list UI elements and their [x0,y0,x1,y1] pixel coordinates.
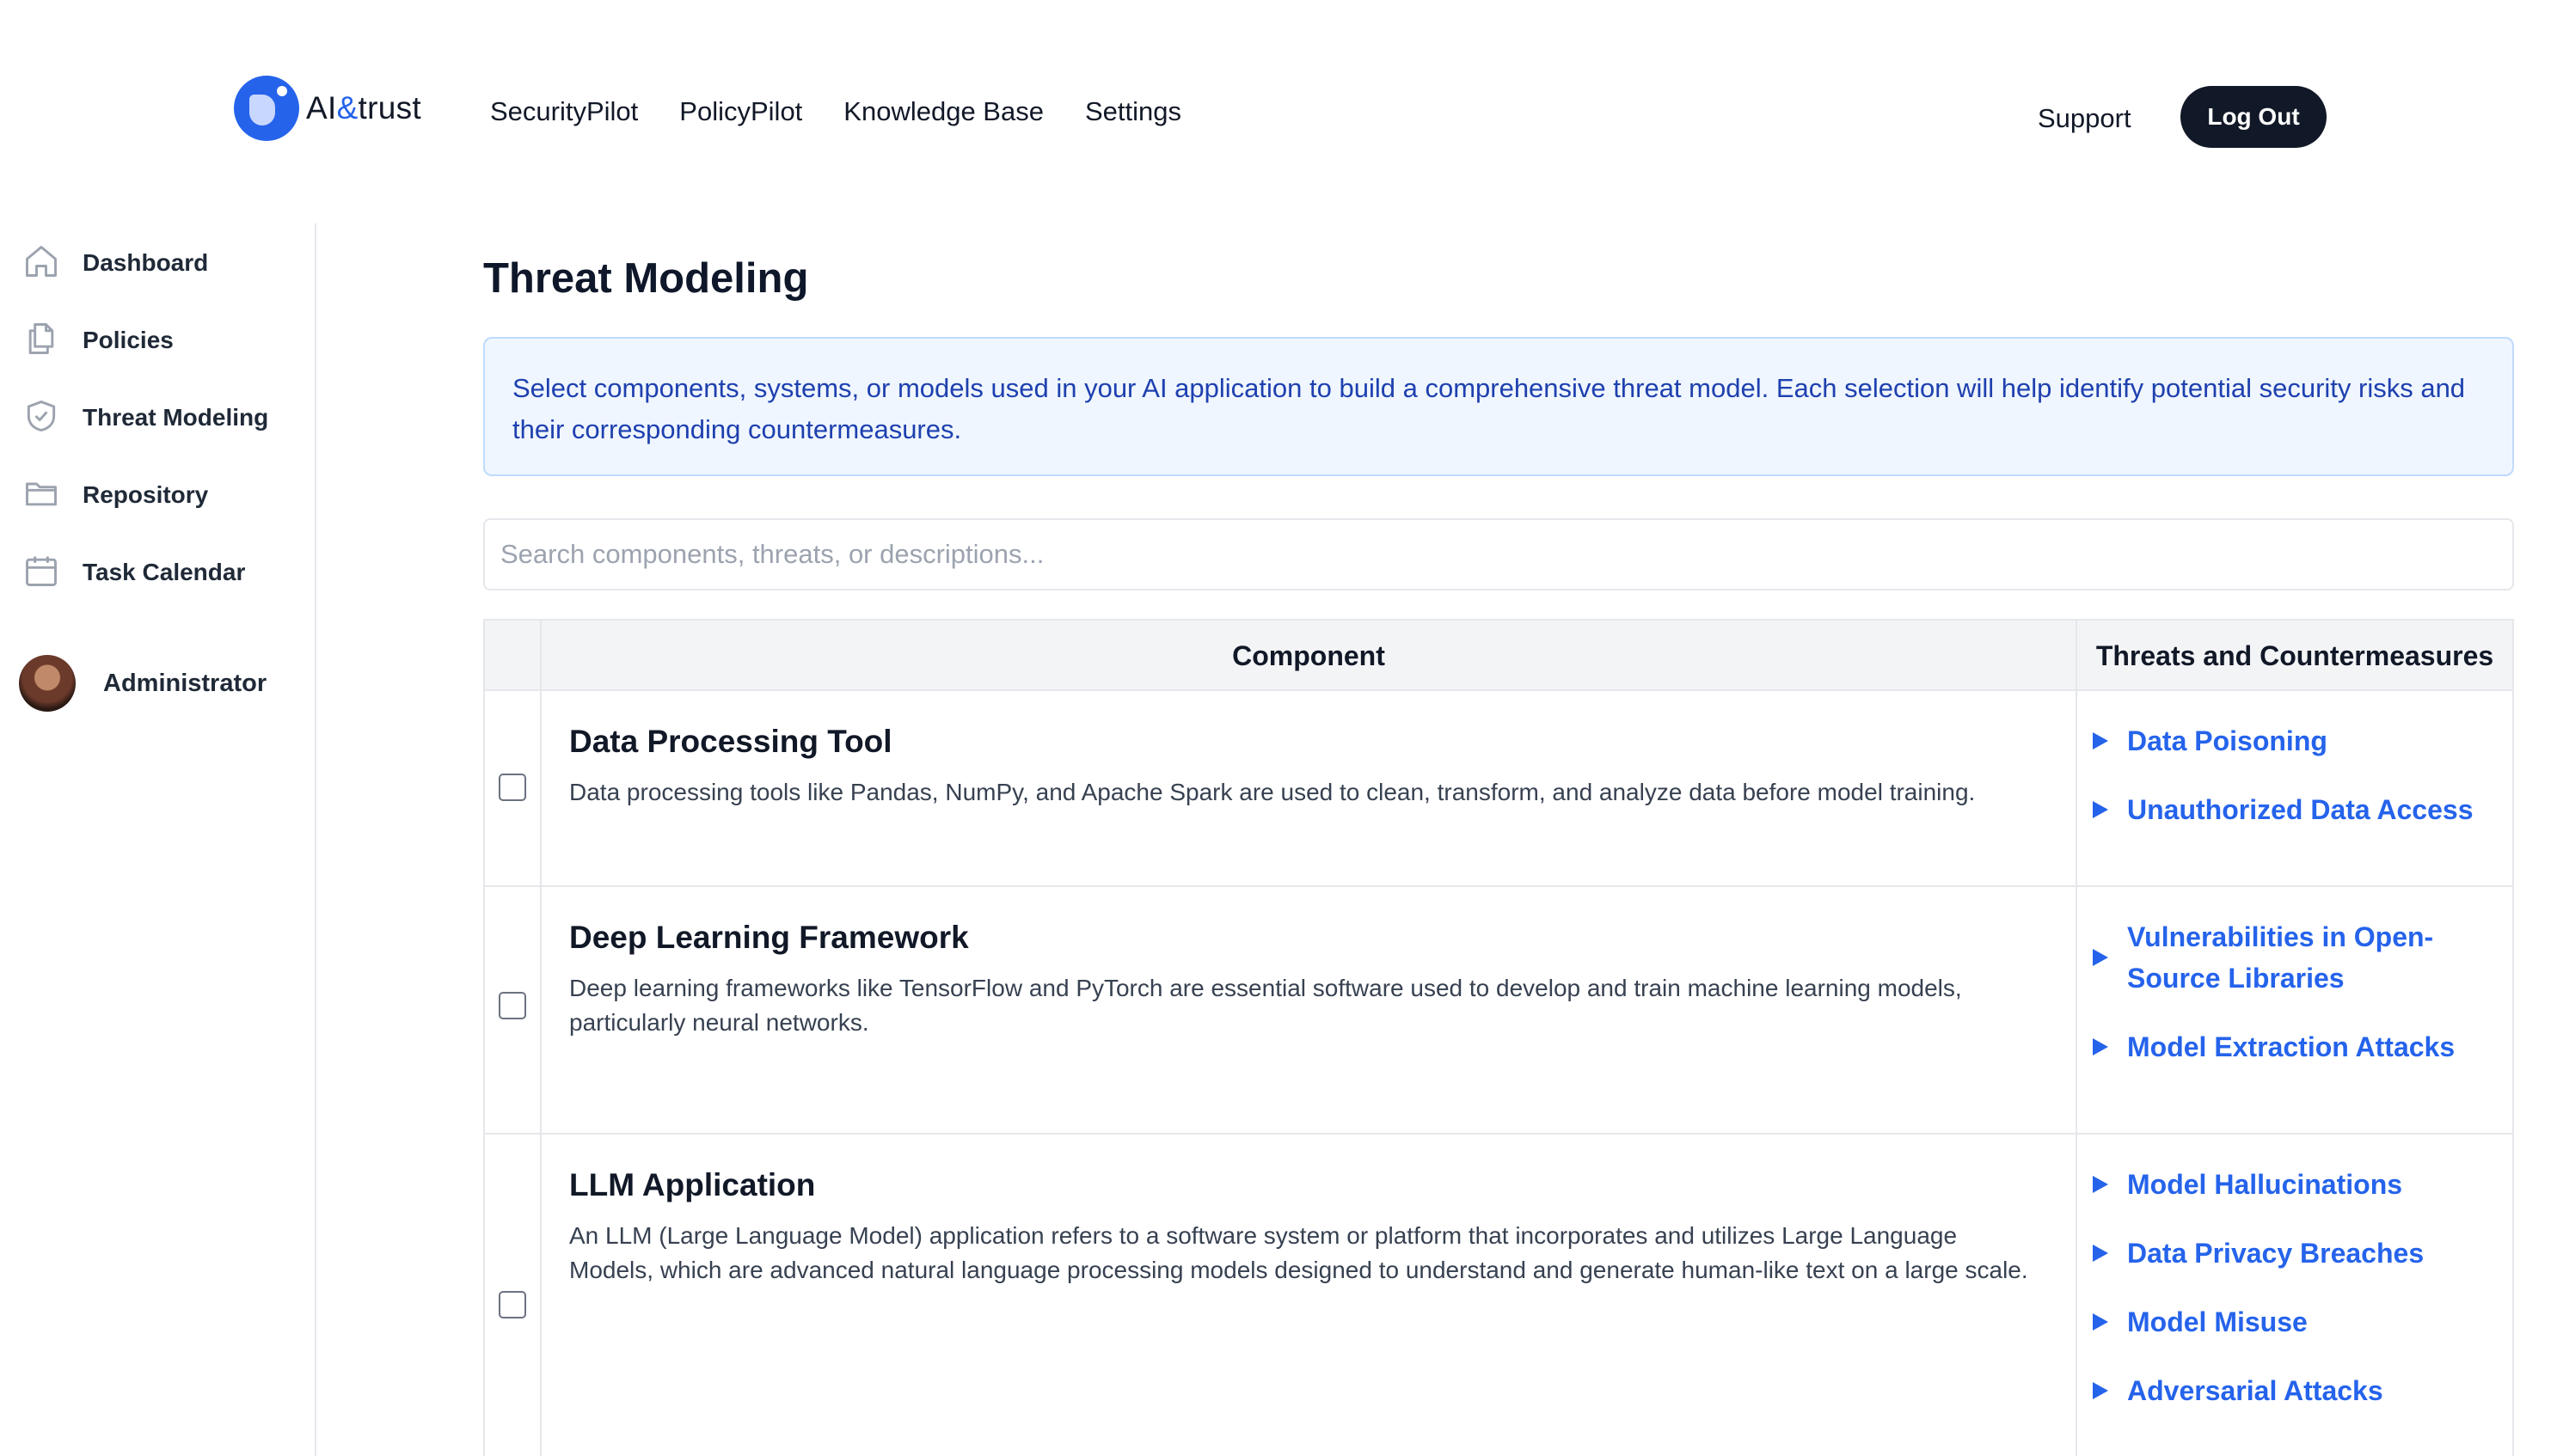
sidebar-item-label: Task Calendar [83,559,246,585]
threat-item[interactable] [2093,720,2505,762]
threat-label: Model Misuse [2127,1306,2308,1337]
page-title: Threat Modeling [483,255,809,302]
threat-item[interactable] [2093,789,2505,830]
caret-right-icon [2093,1313,2108,1331]
brand-name: AI&trust [306,90,422,125]
shield-check-icon [22,397,60,439]
logout-button[interactable]: Log Out [2180,86,2327,148]
components-table [483,619,2514,1456]
row-checkbox[interactable] [499,1291,526,1318]
top-header [0,0,2557,215]
caret-right-icon [2093,732,2108,749]
search-input[interactable] [483,518,2514,590]
threat-item[interactable] [2093,1026,2505,1068]
sidebar-item-threat-modeling[interactable] [22,392,268,444]
info-text: Select components, systems, or models used in your AI application to build a comprehensive threat model. Each selection will help identify potential security risks and their corresponding countermeasures. [512,373,2466,444]
caret-right-icon [2093,801,2108,818]
nav-settings[interactable]: Settings [1084,96,1181,126]
info-banner [483,337,2514,476]
component-name: Data Processing Tool [569,724,892,759]
threat-label: Unauthorized Data Access [2127,794,2474,825]
threat-label: Vulnerabilities in Open-Source Libraries [2127,921,2434,994]
top-nav [490,96,1181,127]
threat-list [2093,720,2505,858]
caret-right-icon [2093,1382,2108,1399]
component-description: An LLM (Large Language Model) application refers to a software system or platform that incorporates and utilizes Large Language Models, which are advanced natural language processing models designed to understand and generate human-like text on a large scale. [569,1222,2028,1283]
sidebar-item-policies[interactable] [22,315,174,366]
threat-list [2093,916,2505,1095]
threat-item[interactable] [2093,1233,2505,1274]
threat-item[interactable] [2093,1370,2505,1411]
sidebar-item-label: Dashboard [83,249,209,276]
nav-securitypilot[interactable]: SecurityPilot [490,96,639,126]
table-row [485,887,2512,1135]
threat-item[interactable] [2093,1301,2505,1343]
sidebar-item-label: Policies [83,327,174,353]
sidebar-item-repository[interactable] [22,469,208,521]
caret-right-icon [2093,949,2108,966]
caret-right-icon [2093,1038,2108,1055]
sidebar [0,223,316,1456]
threat-list [2093,1164,2505,1439]
support-link[interactable]: Support [2038,103,2131,133]
threat-item[interactable] [2093,1164,2505,1205]
sidebar-item-dashboard[interactable] [22,237,208,289]
sidebar-item-task-calendar[interactable] [22,547,245,598]
row-checkbox[interactable] [499,774,526,801]
threat-label: Model Hallucinations [2127,1169,2403,1200]
calendar-icon [22,552,60,594]
user-profile[interactable] [19,655,267,712]
threat-label: Adversarial Attacks [2127,1375,2383,1406]
sidebar-item-label: Threat Modeling [83,404,269,431]
nav-knowledge-base[interactable]: Knowledge Base [843,96,1044,126]
caret-right-icon [2093,1245,2108,1262]
folder-icon [22,474,60,517]
table-row [485,1135,2512,1456]
threat-label: Data Poisoning [2127,725,2327,756]
avatar [19,655,76,712]
threat-label: Model Extraction Attacks [2127,1031,2456,1062]
table-row [485,691,2512,887]
user-name: Administrator [103,669,267,697]
column-header-threats: Threats and Countermeasures [2095,639,2494,671]
caret-right-icon [2093,1176,2108,1193]
home-icon [22,242,60,284]
sidebar-item-label: Repository [83,481,209,508]
brand-logo[interactable] [234,72,421,144]
component-description: Data processing tools like Pandas, NumPy, and Apache Spark are used to clean, transform, and analyze data before model training. [569,779,1976,805]
component-name: LLM Application [569,1167,816,1202]
row-checkbox[interactable] [499,992,526,1019]
documents-icon [22,320,60,362]
column-header-component: Component [1232,639,1385,671]
threat-label: Data Privacy Breaches [2127,1238,2425,1269]
logo-icon [234,76,299,141]
threat-item[interactable] [2093,916,2505,999]
component-name: Deep Learning Framework [569,920,969,955]
component-description: Deep learning frameworks like TensorFlow and PyTorch are essential software used to develop and train machine learning models, particularly neural networks. [569,975,1962,1036]
nav-policypilot[interactable]: PolicyPilot [679,96,803,126]
